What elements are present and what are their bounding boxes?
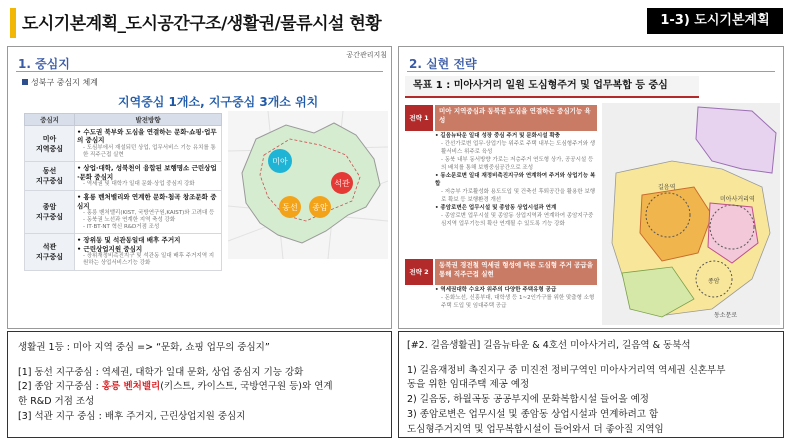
strategy-item: • 종암로변은 업무시설 및 종암동 상업시설과 연계: [435, 204, 557, 211]
strategy-item: • 길음뉴타운 일대 성장 중심 주거 및 문화시설 확충: [435, 133, 561, 139]
direction-item: • 상업·대학, 성북천이 융합된 보행명소 근린상업·문화 중심지: [77, 164, 217, 181]
strategy-item: • 역세권대학 수요자 위주의 다양한 주택유형 공급: [435, 287, 557, 293]
summary-box-right: [398, 331, 784, 438]
direction-item: • 근린상업지원 중심지: [77, 244, 143, 253]
direction-detail: - 홍릉 벤처밸리(KIST, 국방연구원,KAIST)와 고려대 등: [83, 210, 215, 217]
summary-line: 동을 위한 임대주택 제공 예정: [407, 379, 530, 391]
strategy-detail: - 종암로변 업무시설 및 종암동 상업지역과 연계하여 종암지구중심지역 업무기능의 확산 연계될 수 있도록 기능 강화: [441, 212, 594, 227]
center-system-panel: [7, 46, 392, 329]
table-row: [25, 162, 222, 191]
summary-box-left: [7, 331, 392, 438]
table-header: 중심지: [25, 114, 75, 126]
direction-detail: - 동북권 노선과 연계한 지역 축성 강화: [83, 217, 176, 224]
sub-heading-text: 성북구 중심지 체계: [31, 78, 98, 87]
strategy-title: 미아 지역중심과 동북권 도심을 연결하는 중심기능 육성: [435, 105, 597, 131]
miasageori-label: 미아사거리역: [720, 196, 755, 203]
center-name-cell: 미아 지역중심: [25, 126, 75, 162]
summary-line: 생활권 1등 : 미아 지역 중심 => “문화, 쇼핑 업무의 중심지”: [18, 342, 270, 353]
strategy-body: [435, 133, 597, 229]
direction-detail: - IT·BT·NT 혁신 R&D거점 조성: [83, 224, 160, 231]
summary-line: 도심형주거지역 및 업무복합시설이 들어와서 더 좋아질 지역임: [407, 423, 664, 435]
direction-item: • 홍릉 벤처밸리와 연계한 문화·첨곡 창조문화 중심지: [77, 193, 217, 210]
summary-text: [2] 종암 지구중심 :: [18, 381, 102, 393]
summary-line: 한 R&D 거점 조성: [18, 396, 95, 408]
table-row: [25, 191, 222, 234]
strategy-title: 동북권 경전철 역세권 형성에 따른 도심형 주거 공급을 통해 직주근접 실현: [435, 259, 597, 285]
square-bullet-icon: [22, 79, 28, 85]
dongsomun-label: 동소문로: [714, 312, 738, 319]
direction-cell: [75, 191, 222, 234]
direction-item: • 장위동 및 석관동일대 배후 주거지: [77, 236, 181, 245]
summary-line: [#2. 길음생활권] 길음뉴타운 & 4호선 미아사거리, 길음역 & 동북석: [407, 340, 691, 351]
center-name-cell: 동선 지구중심: [25, 162, 75, 191]
heading-divider: [16, 71, 383, 72]
summary-line: 1) 길음재정비 촉진지구 중 미진전 정비구역인 미아사거리역 역세권 신혼부부: [407, 364, 726, 376]
summary-line: 2) 길음동, 하월곡동 공공부지에 문화복합시설 들어올 예정: [407, 394, 649, 406]
direction-cell: [75, 162, 222, 191]
strategy-map: [602, 103, 780, 325]
strategy-panel: [398, 46, 784, 329]
strategy-2: [405, 259, 597, 325]
goal-banner: 목표 1 : 미아사거리 일원 도심형주거 및 업무복합 등 중심: [405, 76, 699, 98]
strategy-body: [435, 287, 597, 311]
page-title: 도시기본계획_도시공간구조/생활권/물류시설 현황: [22, 14, 382, 34]
center-name-cell: 종암 지구중심: [25, 191, 75, 234]
source-credit: 공간관리지침: [346, 51, 387, 59]
panel-heading: 1. 중심지: [18, 57, 70, 71]
direction-detail: - 역세권 및 대학가 일대 문화·상업 중심지 강화: [83, 181, 195, 188]
strategy-detail: - 돈화노선, 신흥부대, 대학생 등 1~2인가구를 위한 맞춤형 소형주택 도입 및 임대주택 공급: [441, 294, 595, 309]
strategy-tag: 전략 2: [405, 259, 433, 285]
strategy-item: • 동소문로변 일대 재정비촉진지구와 연계하여 주거와 상업기능 복합: [435, 172, 596, 187]
title-accent-bar: [10, 8, 16, 38]
strategy-detail: - 동북 내부 동서방향 가로는 저층주거 연도형 상가, 공공시설 등의 배치를 통해 보행중심공간으로 조성: [441, 156, 594, 171]
direction-cell: [75, 126, 222, 162]
heading-divider: [407, 71, 775, 72]
direction-detail: - 장위재정비촉진지구 및 석관동 일대 배후 주거지역 지원하는 상업서비스기능 강화: [83, 253, 215, 267]
section-badge: 1-3) 도시기본계획: [647, 8, 783, 34]
center-name-cell: 석관 지구중심: [25, 234, 75, 270]
jongam-label: 종암: [708, 278, 720, 285]
highlight-text: 홍릉 벤처밸리: [101, 381, 161, 393]
strategy-tag: 전략 1: [405, 105, 433, 131]
summary-line: [3] 석관 지구 중심 : 배후 주거지, 근린상업지원 중심지: [18, 410, 246, 422]
jongam-center-label: 종암: [312, 203, 328, 212]
mia-center-label: 미아: [272, 157, 288, 166]
summary-line: 3) 종암로변은 업무시설 및 종암동 상업시설과 연계하려고 함: [407, 408, 659, 420]
panel-heading: 2. 실현 전략: [409, 57, 477, 71]
summary-text: (키스트, 카이스트, 국방연구원 등)와 연계: [160, 381, 333, 393]
summary-line: [1] 동선 지구중심 : 역세권, 대학가 일대 문화, 상업 중심지 기능 강화: [18, 366, 304, 378]
table-header: 발전방향: [75, 114, 222, 126]
direction-cell: [75, 234, 222, 270]
table-row: [25, 234, 222, 270]
strategy-1: [405, 105, 597, 255]
sub-heading: [22, 77, 98, 88]
seokgwan-center-label: 석관: [334, 179, 350, 188]
direction-item: • 수도권 북부와 도심을 연결하는 문화·쇼핑·업무의 중심지: [77, 128, 217, 145]
table-header-row: [25, 114, 222, 126]
table-row: [25, 126, 222, 162]
panel-subtitle: 지역중심 1개소, 지구중심 3개소 위치: [118, 95, 319, 109]
gileum-label: 길음역: [658, 184, 676, 191]
strategy-detail: - 간선가로변 업무·상업기능 위주로 주택 내부는 도심형주거와 생활서비스 위주로 육성: [441, 140, 596, 155]
dongseon-center-label: 동선: [282, 203, 298, 212]
center-table: [24, 113, 222, 271]
summary-line: [18, 380, 381, 395]
seongbuk-map: [228, 111, 388, 259]
direction-detail: - 도심부에서 재설되던 상업, 업무서비스 기능 유치를 통한 직주근접 실현: [83, 144, 216, 159]
strategy-detail: - 저층부 가로활성화 용도도입 및 건축선 후퇴공간을 활용한 보행로 확보 등 보행환경 개선: [441, 188, 596, 203]
